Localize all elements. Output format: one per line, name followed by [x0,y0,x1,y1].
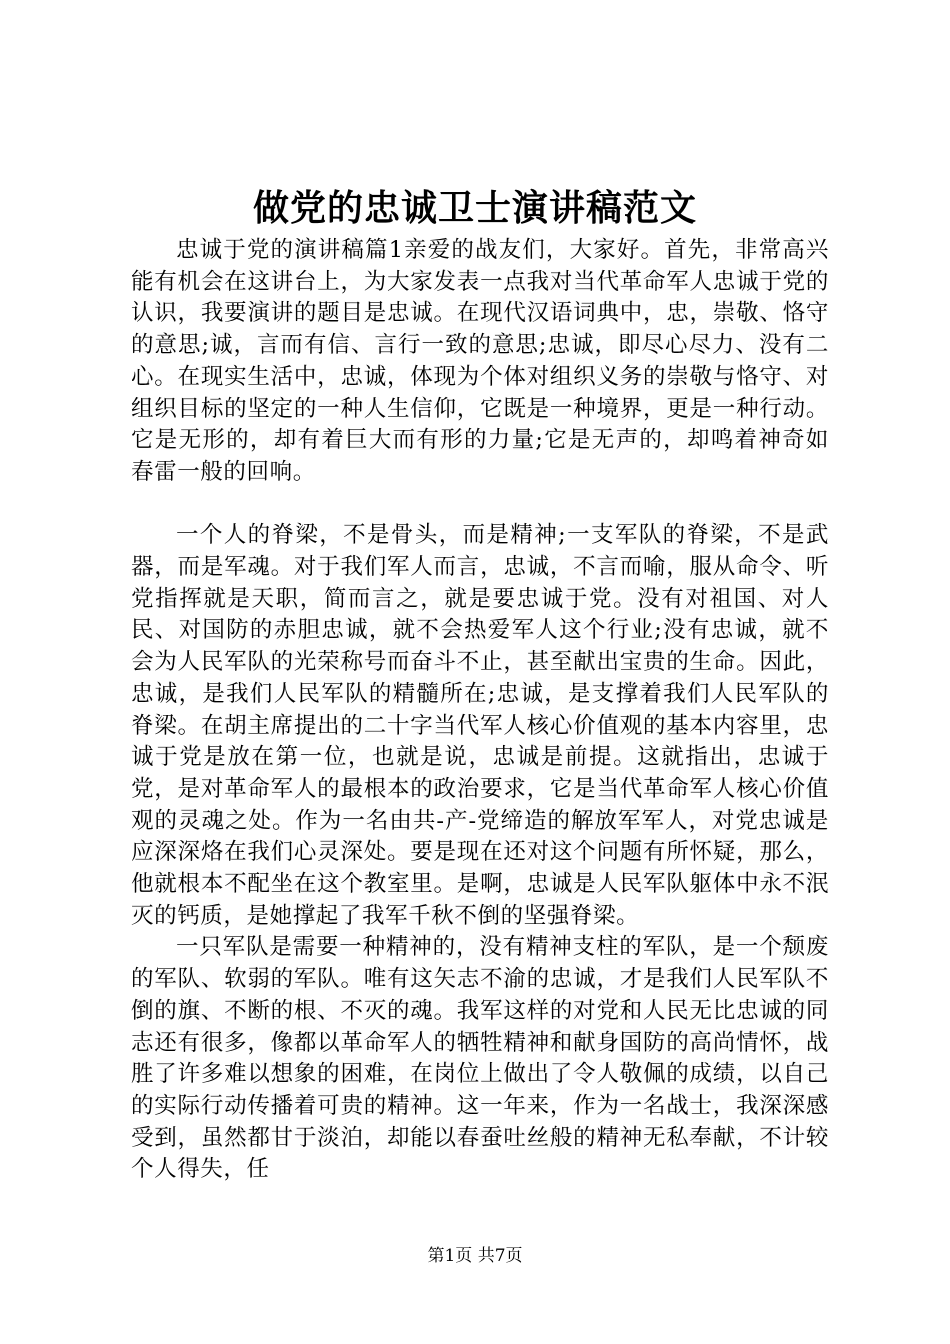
paragraph-2: 一个人的脊梁，不是骨头，而是精神;一支军队的脊梁，不是武器，而是军魂。对于我们军人而言，忠诚，不言而喻，服从命令、听党指挥就是天职，简而言之，就是要忠诚于党。没有对祖国、对人民、对国防的赤胆忠诚，就不会热爱军人这个行业;没有忠诚，就不会为人民军队的光荣称号而奋斗不止，甚至献出宝贵的生命。因此，忠诚，是我们人民军队的精髓所在;忠诚，是支撑着我们人民军队的脊梁。在胡主席提出的二十字当代军人核心价值观的基本内容里，忠诚于党是放在第一位，也就是说，忠诚是前提。这就指出，忠诚于党，是对革命军人的最根本的政治要求，它是当代革命军人核心价值观的灵魂之处。作为一名由共-产-党缔造的解放军军人，对党忠诚是应深深烙在我们心灵深处。要是现在还对这个问题有所怀疑，那么，他就根本不配坐在这个教室里。是啊，忠诚是人民军队躯体中永不泯灭的钙质，是她撑起了我军千秋不倒的坚强脊梁。 [131,522,829,929]
paragraph-1: 忠诚于党的演讲稿篇1亲爱的战友们，大家好。首先，非常高兴能有机会在这讲台上，为大家发表一点我对当代革命军人忠诚于党的认识，我要演讲的题目是忠诚。在现代汉语词典中，忠，崇敬、恪守的意思;诚，言而有信、言行一致的意思;忠诚，即尽心尽力、没有二心。在现实生活中，忠诚，体现为个体对组织义务的崇敬与恪守、对组织目标的坚定的一种人生信仰，它既是一种境界，更是一种行动。它是无形的，却有着巨大而有形的力量;它是无声的，却鸣着神奇如春雷一般的回响。 [131,237,829,485]
document-title: 做党的忠诚卫士演讲稿范文 [252,187,697,229]
document-body [131,235,829,1186]
page-number-footer: 第1页 共7页 [427,1246,523,1266]
paragraph-3: 一只军队是需要一种精神的，没有精神支柱的军队，是一个颓废的军队、软弱的军队。唯有这矢志不渝的忠诚，才是我们人民军队不倒的旗、不断的根、不灭的魂。我军这样的对党和人民无比忠诚的同志还有很多，像都以革命军人的牺牲精神和献身国防的高尚情怀，战胜了许多难以想象的困难，在岗位上做出了令人敬佩的成绩，以自己的实际行动传播着可贵的精神。这一年来，作为一名战士，我深深感受到，虽然都甘于淡泊，却能以春蚕吐丝般的精神无私奉献，不计较个人得失，任 [131,934,829,1183]
